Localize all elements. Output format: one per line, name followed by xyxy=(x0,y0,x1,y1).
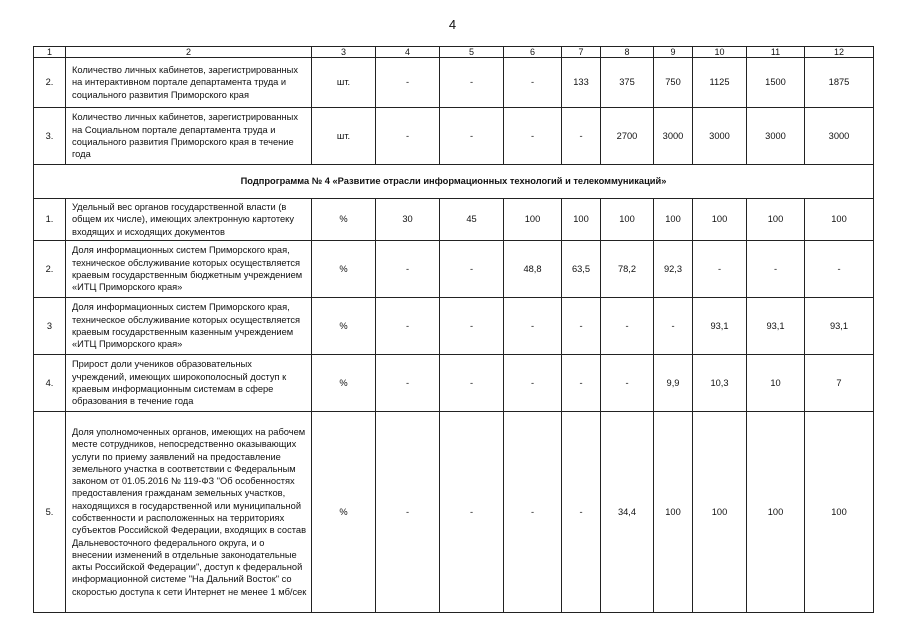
table-row xyxy=(34,241,874,298)
value-cell: - xyxy=(376,298,440,355)
value-cell: 100 xyxy=(601,199,654,241)
value-cell: 93,1 xyxy=(693,298,747,355)
value-cell: - xyxy=(440,241,504,298)
value-cell: 1125 xyxy=(693,58,747,108)
column-number: 10 xyxy=(693,47,747,58)
subprogram-title: Подпрограмма № 4 «Развитие отрасли информационных технологий и телекоммуникаций» xyxy=(34,165,874,199)
unit-cell: шт. xyxy=(312,58,376,108)
value-cell: 1875 xyxy=(805,58,874,108)
row-number: 3 xyxy=(34,298,66,355)
value-cell: 3000 xyxy=(654,108,693,165)
value-cell: 750 xyxy=(654,58,693,108)
indicator-name: Доля информационных систем Приморского края, техническое обслуживание которых осуществляется краевым государственным бюджетным учреждением «ИТЦ Приморского края» xyxy=(66,241,312,298)
column-number: 12 xyxy=(805,47,874,58)
value-cell: - xyxy=(504,298,562,355)
row-number: 2. xyxy=(34,58,66,108)
page-number: 4 xyxy=(448,17,457,32)
value-cell: - xyxy=(504,412,562,613)
table-row xyxy=(34,412,874,613)
unit-cell: % xyxy=(312,298,376,355)
value-cell: 30 xyxy=(376,199,440,241)
value-cell: 63,5 xyxy=(562,241,601,298)
column-number: 2 xyxy=(66,47,312,58)
value-cell: - xyxy=(376,241,440,298)
value-cell: - xyxy=(601,298,654,355)
column-number-row xyxy=(34,47,874,58)
column-number: 1 xyxy=(34,47,66,58)
value-cell: - xyxy=(693,241,747,298)
value-cell: 100 xyxy=(562,199,601,241)
value-cell: 100 xyxy=(747,199,805,241)
value-cell: 9,9 xyxy=(654,355,693,412)
value-cell: - xyxy=(376,58,440,108)
value-cell: 48,8 xyxy=(504,241,562,298)
indicators-table xyxy=(33,46,874,613)
value-cell: - xyxy=(747,241,805,298)
value-cell: 100 xyxy=(504,199,562,241)
value-cell: 3000 xyxy=(747,108,805,165)
value-cell: - xyxy=(440,108,504,165)
section-row xyxy=(34,165,874,199)
value-cell: 133 xyxy=(562,58,601,108)
value-cell: 100 xyxy=(693,199,747,241)
value-cell: - xyxy=(805,241,874,298)
value-cell: - xyxy=(562,108,601,165)
column-number: 8 xyxy=(601,47,654,58)
value-cell: 7 xyxy=(805,355,874,412)
value-cell: - xyxy=(440,298,504,355)
value-cell: - xyxy=(376,355,440,412)
table-row xyxy=(34,298,874,355)
value-cell: - xyxy=(504,108,562,165)
unit-cell: % xyxy=(312,355,376,412)
table-row xyxy=(34,108,874,165)
value-cell: - xyxy=(376,108,440,165)
row-number: 3. xyxy=(34,108,66,165)
value-cell: 100 xyxy=(805,199,874,241)
indicator-name: Удельный вес органов государственной власти (в общем их числе), имеющих электронную картотеку входящих и исходящих документов xyxy=(66,199,312,241)
column-number: 9 xyxy=(654,47,693,58)
value-cell: 100 xyxy=(654,412,693,613)
value-cell: 3000 xyxy=(805,108,874,165)
value-cell: - xyxy=(654,298,693,355)
unit-cell: % xyxy=(312,199,376,241)
value-cell: - xyxy=(562,298,601,355)
table-row xyxy=(34,58,874,108)
column-number: 6 xyxy=(504,47,562,58)
unit-cell: % xyxy=(312,241,376,298)
column-number: 4 xyxy=(376,47,440,58)
value-cell: - xyxy=(440,412,504,613)
column-number: 11 xyxy=(747,47,805,58)
row-number: 4. xyxy=(34,355,66,412)
value-cell: 92,3 xyxy=(654,241,693,298)
indicator-name: Количество личных кабинетов, зарегистрированных на интерактивном портале департамента труда и социального развития Приморского края xyxy=(66,58,312,108)
row-number: 5. xyxy=(34,412,66,613)
value-cell: 100 xyxy=(805,412,874,613)
value-cell: - xyxy=(440,58,504,108)
indicator-name: Прирост доли учеников образовательных учреждений, имеющих широкополосный доступ к краевым информационным системам в сфере образования в течение года xyxy=(66,355,312,412)
value-cell: - xyxy=(376,412,440,613)
indicator-name: Доля уполномоченных органов, имеющих на рабочем месте сотрудников, непосредственно оказывающих услуги по приему заявлений на предоставление земельного участка в соответствии с Федеральным законом от 01.05.2016 № 119-ФЗ "Об особенностях предоставления гражданам земельных участков, находящихся в государственной или муниципальной собственности и расположенных на территориях субъектов Российской Федерации, входящих в состав Дальневосточного федерального округа, и о внесении изменений в отдельные законодательные акты Российской Федерации", доступ к федеральной информационной системе "На Дальний Восток" со скоростью доступа к сети Интернет не менее 1 мб/сек xyxy=(66,412,312,613)
table-row xyxy=(34,355,874,412)
value-cell: 10 xyxy=(747,355,805,412)
row-number: 1. xyxy=(34,199,66,241)
value-cell: - xyxy=(504,58,562,108)
value-cell: 45 xyxy=(440,199,504,241)
value-cell: 100 xyxy=(693,412,747,613)
column-number: 7 xyxy=(562,47,601,58)
value-cell: 78,2 xyxy=(601,241,654,298)
unit-cell: % xyxy=(312,412,376,613)
value-cell: 100 xyxy=(654,199,693,241)
indicator-name: Количество личных кабинетов, зарегистрированных на Социальном портале департамента труда и социального развития Приморского края в течение года xyxy=(66,108,312,165)
value-cell: 2700 xyxy=(601,108,654,165)
value-cell: 1500 xyxy=(747,58,805,108)
value-cell: 93,1 xyxy=(747,298,805,355)
value-cell: 100 xyxy=(747,412,805,613)
value-cell: 10,3 xyxy=(693,355,747,412)
value-cell: 3000 xyxy=(693,108,747,165)
row-number: 2. xyxy=(34,241,66,298)
value-cell: - xyxy=(601,355,654,412)
value-cell: - xyxy=(562,355,601,412)
value-cell: 93,1 xyxy=(805,298,874,355)
value-cell: - xyxy=(440,355,504,412)
unit-cell: шт. xyxy=(312,108,376,165)
value-cell: 34,4 xyxy=(601,412,654,613)
value-cell: - xyxy=(504,355,562,412)
value-cell: 375 xyxy=(601,58,654,108)
indicator-name: Доля информационных систем Приморского края, техническое обслуживание которых осуществляется краевым государственным казенным учреждением «ИТЦ Приморского края» xyxy=(66,298,312,355)
table-row xyxy=(34,199,874,241)
column-number: 3 xyxy=(312,47,376,58)
column-number: 5 xyxy=(440,47,504,58)
value-cell: - xyxy=(562,412,601,613)
